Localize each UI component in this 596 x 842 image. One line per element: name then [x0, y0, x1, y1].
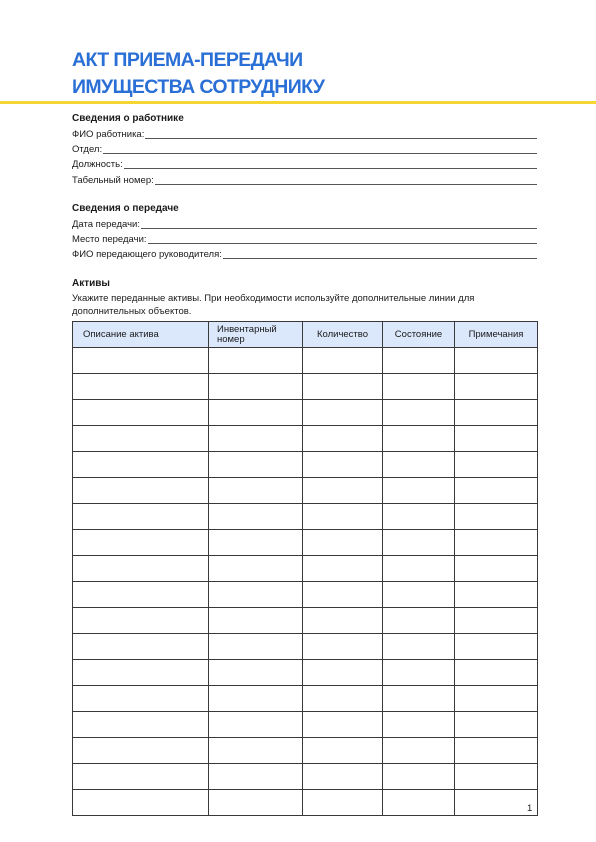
quantity-cell[interactable] [303, 348, 383, 374]
inventory-number-cell[interactable] [209, 452, 303, 478]
column-header-condition: Состояние [383, 322, 455, 348]
description-cell[interactable] [73, 660, 209, 686]
inventory-number-cell[interactable] [209, 738, 303, 764]
condition-cell[interactable] [383, 374, 455, 400]
inventory-number-cell[interactable] [209, 712, 303, 738]
assets-table-body [73, 348, 538, 816]
quantity-cell[interactable] [303, 712, 383, 738]
employee-name-field[interactable] [72, 126, 537, 140]
description-cell[interactable] [73, 348, 209, 374]
position-field[interactable] [72, 156, 537, 170]
inventory-number-cell[interactable] [209, 530, 303, 556]
description-cell[interactable] [73, 712, 209, 738]
department-line[interactable] [103, 143, 537, 154]
notes-cell[interactable] [455, 660, 538, 686]
inventory-number-cell[interactable] [209, 764, 303, 790]
table-row [73, 504, 538, 530]
condition-cell[interactable] [383, 426, 455, 452]
description-cell[interactable] [73, 686, 209, 712]
quantity-cell[interactable] [303, 452, 383, 478]
inventory-number-cell[interactable] [209, 348, 303, 374]
notes-cell[interactable] [455, 790, 538, 816]
title-line-1: АКТ ПРИЕМА-ПЕРЕДАЧИ [72, 49, 303, 71]
notes-cell[interactable] [455, 426, 538, 452]
condition-cell[interactable] [383, 738, 455, 764]
description-cell[interactable] [73, 556, 209, 582]
inventory-number-cell[interactable] [209, 790, 303, 816]
inventory-number-cell[interactable] [209, 608, 303, 634]
notes-cell[interactable] [455, 764, 538, 790]
yellow-divider [0, 101, 596, 104]
column-header-description: Описание актива [73, 322, 209, 348]
column-header-notes: Примечания [455, 322, 538, 348]
description-cell[interactable] [73, 790, 209, 816]
inventory-number-cell[interactable] [209, 478, 303, 504]
assets-table-header-row [73, 322, 538, 348]
manager-name-field[interactable] [72, 246, 537, 260]
condition-cell[interactable] [383, 764, 455, 790]
quantity-cell[interactable] [303, 478, 383, 504]
condition-cell[interactable] [383, 556, 455, 582]
description-cell[interactable] [73, 452, 209, 478]
notes-cell[interactable] [455, 504, 538, 530]
condition-cell[interactable] [383, 400, 455, 426]
page-number: 1 [527, 803, 533, 814]
description-cell[interactable] [73, 400, 209, 426]
inventory-number-cell[interactable] [209, 660, 303, 686]
transfer-date-label: Дата передачи: [72, 219, 140, 230]
assets-section-heading: Активы [72, 278, 110, 289]
table-row [73, 400, 538, 426]
condition-cell[interactable] [383, 712, 455, 738]
description-cell[interactable] [73, 582, 209, 608]
description-cell[interactable] [73, 426, 209, 452]
quantity-cell[interactable] [303, 660, 383, 686]
table-row [73, 712, 538, 738]
inventory-number-cell[interactable] [209, 582, 303, 608]
description-cell[interactable] [73, 608, 209, 634]
condition-cell[interactable] [383, 478, 455, 504]
notes-cell[interactable] [455, 374, 538, 400]
notes-cell[interactable] [455, 582, 538, 608]
department-label: Отдел: [72, 144, 103, 155]
notes-cell[interactable] [455, 452, 538, 478]
quantity-cell[interactable] [303, 400, 383, 426]
table-row [73, 582, 538, 608]
condition-cell[interactable] [383, 530, 455, 556]
condition-cell[interactable] [383, 660, 455, 686]
table-row [73, 634, 538, 660]
notes-cell[interactable] [455, 348, 538, 374]
description-cell[interactable] [73, 530, 209, 556]
notes-cell[interactable] [455, 400, 538, 426]
condition-cell[interactable] [383, 634, 455, 660]
position-line[interactable] [124, 158, 537, 169]
notes-cell[interactable] [455, 608, 538, 634]
employee-name-line[interactable] [145, 128, 537, 139]
table-row [73, 348, 538, 374]
notes-cell[interactable] [455, 686, 538, 712]
column-header-inventory-number: Инвентарный номер [209, 322, 303, 348]
condition-cell[interactable] [383, 686, 455, 712]
quantity-cell[interactable] [303, 608, 383, 634]
inventory-number-cell[interactable] [209, 686, 303, 712]
description-cell[interactable] [73, 634, 209, 660]
transfer-date-line[interactable] [141, 218, 537, 229]
description-cell[interactable] [73, 764, 209, 790]
notes-cell[interactable] [455, 634, 538, 660]
notes-cell[interactable] [455, 478, 538, 504]
column-header-quantity: Количество [303, 322, 383, 348]
manager-name-line[interactable] [223, 248, 537, 259]
table-row [73, 660, 538, 686]
table-row [73, 478, 538, 504]
description-cell[interactable] [73, 504, 209, 530]
notes-cell[interactable] [455, 530, 538, 556]
table-row [73, 790, 538, 816]
title-line-2: ИМУЩЕСТВА СОТРУДНИКУ [72, 76, 325, 98]
quantity-cell[interactable] [303, 686, 383, 712]
inventory-number-cell[interactable] [209, 400, 303, 426]
employee-name-label: ФИО работника: [72, 129, 145, 140]
manager-name-label: ФИО передающего руководителя: [72, 249, 222, 260]
transfer-place-field[interactable] [72, 231, 537, 245]
transfer-place-label: Место передачи: [72, 234, 147, 245]
table-row [73, 530, 538, 556]
description-cell[interactable] [73, 738, 209, 764]
position-label: Должность: [72, 159, 123, 170]
condition-cell[interactable] [383, 504, 455, 530]
quantity-cell[interactable] [303, 374, 383, 400]
quantity-cell[interactable] [303, 634, 383, 660]
department-field[interactable] [72, 141, 537, 155]
condition-cell[interactable] [383, 608, 455, 634]
document-title [72, 47, 552, 101]
table-row [73, 374, 538, 400]
description-cell[interactable] [73, 478, 209, 504]
description-cell[interactable] [73, 374, 209, 400]
quantity-cell[interactable] [303, 764, 383, 790]
inventory-number-cell[interactable] [209, 504, 303, 530]
quantity-cell[interactable] [303, 556, 383, 582]
table-row [73, 686, 538, 712]
condition-cell[interactable] [383, 452, 455, 478]
inventory-number-cell[interactable] [209, 556, 303, 582]
table-row [73, 426, 538, 452]
inventory-number-cell[interactable] [209, 634, 303, 660]
quantity-cell[interactable] [303, 790, 383, 816]
notes-cell[interactable] [455, 738, 538, 764]
quantity-cell[interactable] [303, 530, 383, 556]
transfer-place-line[interactable] [148, 233, 537, 244]
assets-table [72, 321, 538, 816]
employee-section-heading: Сведения о работнике [72, 113, 184, 124]
table-row [73, 738, 538, 764]
notes-cell[interactable] [455, 556, 538, 582]
condition-cell[interactable] [383, 790, 455, 816]
transfer-section-heading: Сведения о передаче [72, 203, 179, 214]
quantity-cell[interactable] [303, 582, 383, 608]
employee-id-label: Табельный номер: [72, 175, 154, 186]
quantity-cell[interactable] [303, 738, 383, 764]
condition-cell[interactable] [383, 348, 455, 374]
quantity-cell[interactable] [303, 426, 383, 452]
quantity-cell[interactable] [303, 504, 383, 530]
table-row [73, 608, 538, 634]
condition-cell[interactable] [383, 582, 455, 608]
table-row [73, 452, 538, 478]
inventory-number-cell[interactable] [209, 426, 303, 452]
notes-cell[interactable] [455, 712, 538, 738]
employee-id-field[interactable] [72, 172, 537, 186]
table-row [73, 764, 538, 790]
table-row [73, 556, 538, 582]
inventory-number-cell[interactable] [209, 374, 303, 400]
employee-id-line[interactable] [155, 174, 537, 185]
assets-instructions: Укажите переданные активы. При необходимости используйте дополнительные линии для дополнительных объектов. [72, 293, 475, 317]
transfer-date-field[interactable] [72, 216, 537, 230]
